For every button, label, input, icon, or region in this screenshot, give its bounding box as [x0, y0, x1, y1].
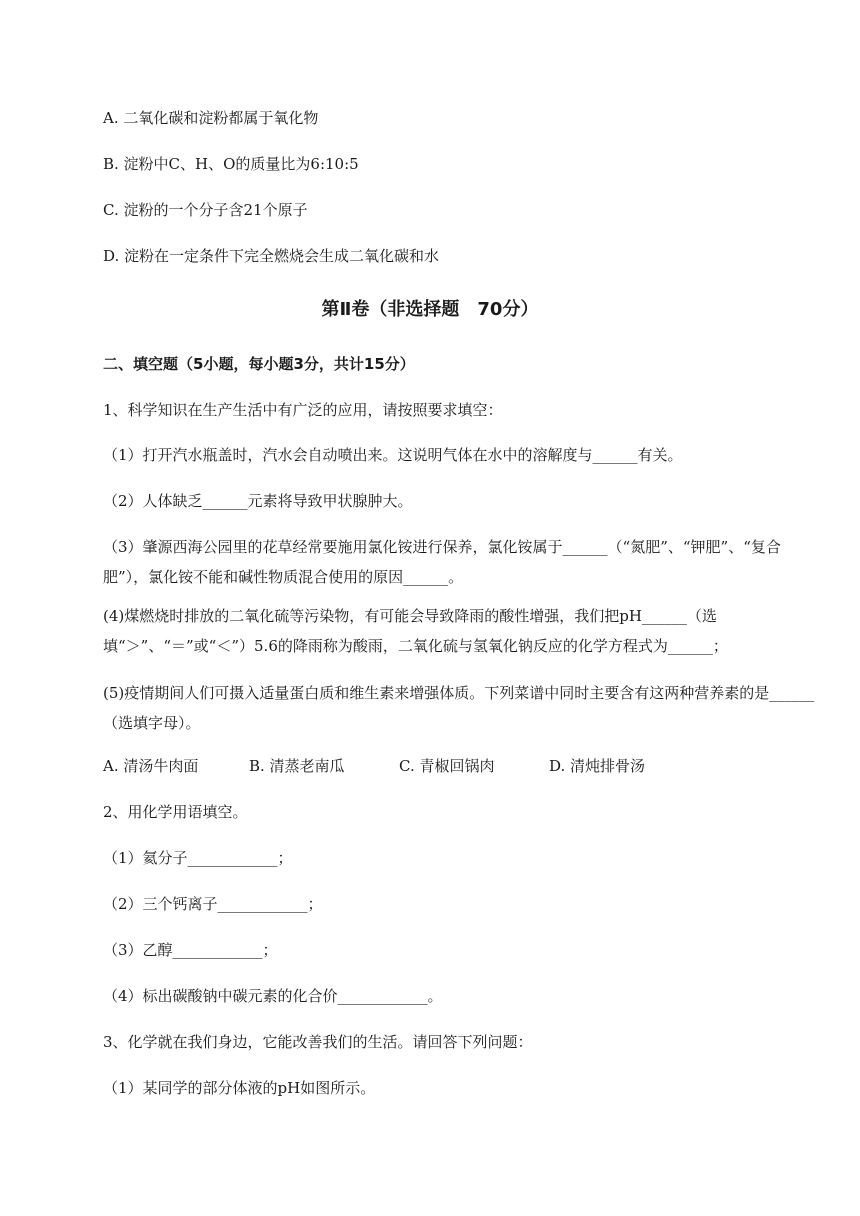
option-c: C. 淀粉的一个分子含21个原子 — [103, 201, 308, 219]
q1-choice-c: C. 青椒回锅肉 — [399, 757, 495, 775]
q3-stem: 3、化学就在我们身边，它能改善我们的生活。请回答下列问题： — [103, 1033, 533, 1051]
option-d: D. 淀粉在一定条件下完全燃烧会生成二氧化碳和水 — [103, 247, 440, 265]
q1-sub1: （1）打开汽水瓶盖时，汽水会自动喷出来。这说明气体在水中的溶解度与______有关。 — [103, 446, 683, 464]
q1-sub2: （2）人体缺乏______元素将导致甲状腺肿大。 — [103, 492, 413, 510]
option-a: A. 二氧化碳和淀粉都属于氧化物 — [103, 109, 319, 127]
q2-sub3: （3）乙醇____________； — [103, 941, 278, 959]
q1-sub4: (4)煤燃烧时排放的二氧化硫等污染物，有可能会导致降雨的酸性增强，我们把pH______（选填“＞”、“＝”或“＜”）5.6的降雨称为酸雨，二氧化硫与氢氧化钠反应的化学方程式为______； — [103, 607, 728, 655]
q1-choice-a: A. 清汤牛肉面 — [103, 757, 199, 775]
q1-choice-d: D. 清炖排骨汤 — [549, 757, 646, 775]
q2-sub4: （4）标出碳酸钠中碳元素的化合价____________。 — [103, 987, 443, 1005]
section-title: 二、填空题（5小题，每小题3分，共计15分） — [103, 355, 415, 373]
q1-choice-b: B. 清蒸老南瓜 — [249, 757, 345, 775]
part-title: 第Ⅱ卷（非选择题 70分） — [321, 299, 539, 320]
option-b: B. 淀粉中C、H、O的质量比为6:10:5 — [103, 155, 359, 173]
q2-stem: 2、用化学用语填空。 — [103, 803, 248, 821]
q1-sub3: （3）肇源西海公园里的花草经常要施用氯化铵进行保养，氯化铵属于______（“氮肥”、“钾肥”、“复合肥”），氯化铵不能和碱性物质混合使用的原因______。 — [103, 538, 781, 586]
q2-sub2: （2）三个钙离子____________； — [103, 895, 323, 913]
q1-choices — [103, 751, 645, 781]
q2-sub1: （1）氦分子____________； — [103, 849, 293, 867]
q3-sub1: （1）某同学的部分体液的pH如图所示。 — [103, 1079, 376, 1097]
q1-sub5: (5)疫情期间人们可摄入适量蛋白质和维生素来增强体质。下列菜谱中同时主要含有这两种营养素的是______（选填字母）。 — [103, 684, 815, 732]
q1-stem: 1、科学知识在生产生活中有广泛的应用，请按照要求填空： — [103, 401, 503, 419]
